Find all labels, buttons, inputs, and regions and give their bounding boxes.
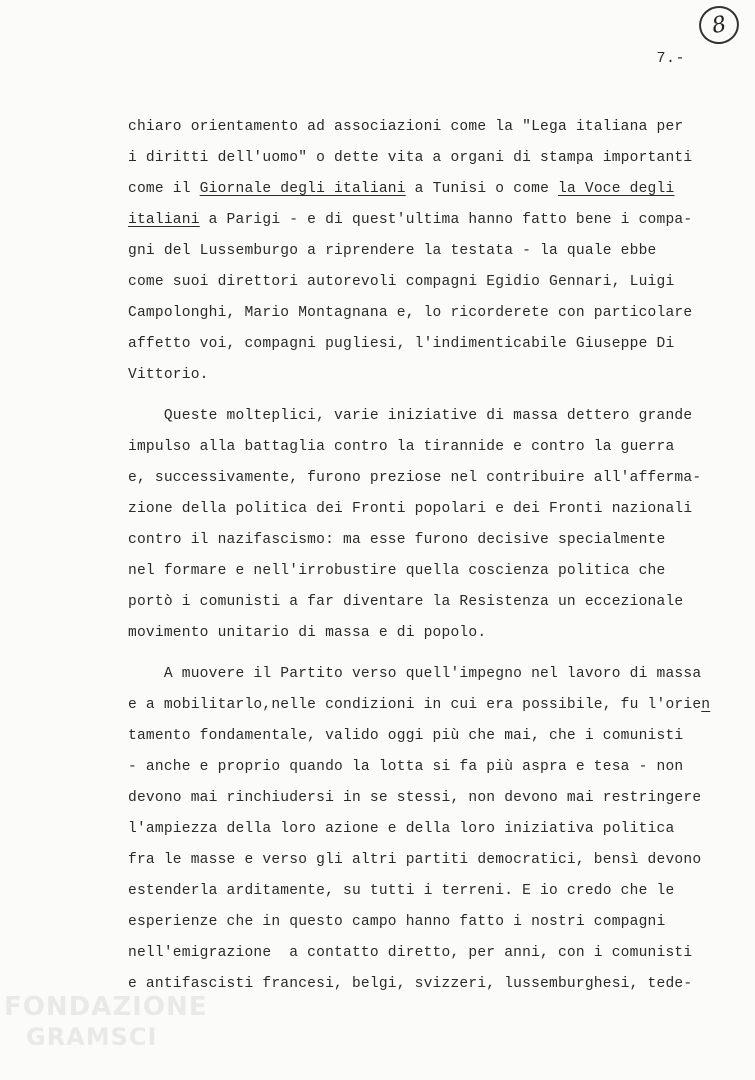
text-line bbox=[128, 556, 728, 587]
text-segment: esperienze che in questo campo hanno fatto i nostri compagni bbox=[128, 914, 666, 930]
text-line bbox=[128, 690, 728, 721]
text-segment: Campolonghi, Mario Montagnana e, lo ricorderete con particolare bbox=[128, 305, 693, 321]
watermark-line-1: FONDAZIONE bbox=[4, 992, 208, 1022]
text-line bbox=[128, 494, 728, 525]
paragraph-gap bbox=[128, 649, 728, 659]
text-segment: e a mobilitarlo,nelle condizioni in cui era possibile, fu l'orie bbox=[128, 697, 702, 713]
paragraph bbox=[128, 659, 728, 1000]
text-line bbox=[128, 432, 728, 463]
text-line bbox=[128, 721, 728, 752]
text-segment: come suoi direttori autorevoli compagni Egidio Gennari, Luigi bbox=[128, 274, 675, 290]
underlined-text: la Voce degli bbox=[557, 181, 675, 197]
text-line bbox=[128, 174, 728, 205]
text-line bbox=[128, 360, 728, 391]
text-segment: e antifascisti francesi, belgi, svizzeri, lussemburghesi, tede- bbox=[128, 976, 693, 992]
text-line bbox=[128, 463, 728, 494]
text-segment: gni del Lussemburgo a riprendere la testata - la quale ebbe bbox=[128, 243, 657, 259]
text-segment: - anche e proprio quando la lotta si fa più aspra e tesa - non bbox=[128, 759, 684, 775]
text-line bbox=[128, 907, 728, 938]
text-segment: devono mai rinchiudersi in se stessi, non devono mai restringere bbox=[128, 790, 702, 806]
text-segment: estenderla arditamente, su tutti i terreni. E io credo che le bbox=[128, 883, 675, 899]
text-segment: zione della politica dei Fronti popolari e dei Fronti nazionali bbox=[128, 501, 693, 517]
text-segment: e, successivamente, furono preziose nel contribuire all'afferma- bbox=[128, 470, 702, 486]
text-segment: Vittorio. bbox=[128, 367, 209, 383]
text-segment: i diritti dell'uomo" o dette vita a organi di stampa importanti bbox=[128, 150, 693, 166]
underlined-text: italiani bbox=[128, 212, 200, 228]
underlined-text: Giornale degli italiani bbox=[199, 181, 406, 197]
text-segment: l'ampiezza della loro azione e della loro iniziativa politica bbox=[128, 821, 675, 837]
text-segment: affetto voi, compagni pugliesi, l'indimenticabile Giuseppe Di bbox=[128, 336, 675, 352]
watermark bbox=[4, 992, 207, 1052]
underlined-text: n bbox=[701, 697, 711, 713]
paragraph bbox=[128, 401, 728, 649]
text-segment: tamento fondamentale, valido oggi più che mai, che i comunisti bbox=[128, 728, 684, 744]
body-text bbox=[128, 112, 728, 1000]
text-segment: nel formare e nell'irrobustire quella coscienza politica che bbox=[128, 563, 666, 579]
text-segment: contro il nazifascismo: ma esse furono decisive specialmente bbox=[128, 532, 666, 548]
handwritten-page-mark: 8 bbox=[696, 3, 742, 47]
text-line bbox=[128, 876, 728, 907]
page-number: 7.- bbox=[656, 50, 685, 67]
text-segment: A muovere il Partito verso quell'impegno nel lavoro di massa bbox=[128, 666, 702, 682]
text-segment: a Tunisi o come bbox=[405, 181, 558, 197]
text-line bbox=[128, 329, 728, 360]
text-line bbox=[128, 659, 728, 690]
text-segment: nell'emigrazione a contatto diretto, per anni, con i comunisti bbox=[128, 945, 693, 961]
text-line bbox=[128, 298, 728, 329]
text-segment: impulso alla battaglia contro la tirannide e contro la guerra bbox=[128, 439, 675, 455]
text-line bbox=[128, 236, 728, 267]
text-line bbox=[128, 618, 728, 649]
paragraph-gap bbox=[128, 391, 728, 401]
text-segment: movimento unitario di massa e di popolo. bbox=[128, 625, 487, 641]
text-line bbox=[128, 143, 728, 174]
text-line bbox=[128, 752, 728, 783]
text-line bbox=[128, 205, 728, 236]
text-line bbox=[128, 587, 728, 618]
text-line bbox=[128, 969, 728, 1000]
text-segment: chiaro orientamento ad associazioni come la "Lega italiana per bbox=[128, 119, 684, 135]
text-line bbox=[128, 938, 728, 969]
text-line bbox=[128, 267, 728, 298]
text-segment: come il bbox=[128, 181, 200, 197]
text-line bbox=[128, 845, 728, 876]
text-segment: Queste molteplici, varie iniziative di massa dettero grande bbox=[128, 408, 693, 424]
text-segment: fra le masse e verso gli altri partiti democratici, bensì devono bbox=[128, 852, 702, 868]
text-line bbox=[128, 112, 728, 143]
watermark-line-2: GRAMSCI bbox=[26, 1023, 158, 1051]
text-segment: a Parigi - e di quest'ultima hanno fatto bene i compa- bbox=[199, 212, 693, 228]
text-line bbox=[128, 814, 728, 845]
text-line bbox=[128, 783, 728, 814]
text-segment: portò i comunisti a far diventare la Resistenza un eccezionale bbox=[128, 594, 684, 610]
text-line bbox=[128, 401, 728, 432]
paragraph bbox=[128, 112, 728, 391]
text-line bbox=[128, 525, 728, 556]
